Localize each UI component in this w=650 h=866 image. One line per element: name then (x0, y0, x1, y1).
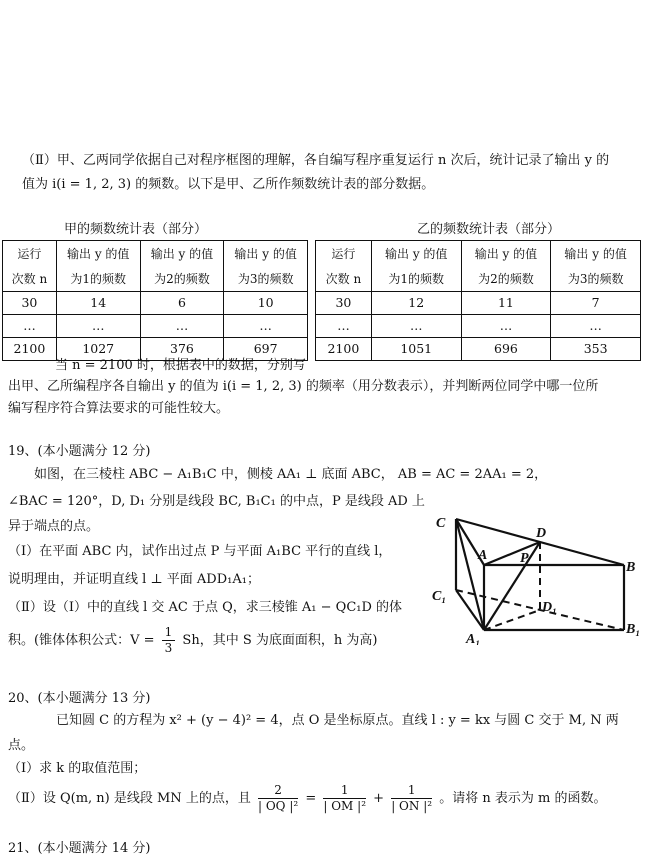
table-cell: 1051 (371, 338, 461, 361)
fraction-numerator: 2 (258, 783, 298, 799)
label-a: A (478, 548, 488, 563)
label-a1: A₁ (466, 632, 481, 645)
label-p: P (520, 551, 529, 566)
header-cell: 为1的频数 (56, 266, 140, 292)
header-cell: 输出 y 的值 (140, 241, 224, 267)
table-yi (315, 240, 641, 361)
table-row (3, 315, 308, 338)
table-cell: … (140, 315, 224, 338)
q19-line2: ∠BAC = 120°，D, D₁ 分别是线段 BC, B₁C₁ 的中点，P 是线段 AD 上 (8, 494, 425, 509)
header-cell: 为3的频数 (551, 266, 641, 292)
table-row (316, 315, 641, 338)
table-cell: … (56, 315, 140, 338)
table-row (3, 292, 308, 315)
prism-figure (426, 505, 646, 645)
table-cell: 30 (316, 292, 372, 315)
q21-heading: 21、(本小题满分 14 分) (8, 841, 151, 856)
table-cell: 6 (140, 292, 224, 315)
header-cell: 输出 y 的值 (551, 241, 641, 267)
table-cell: 11 (461, 292, 551, 315)
q19-line7-post: Sh，其中 S 为底面面积，h 为高) (182, 633, 378, 648)
fraction-om (323, 783, 366, 814)
table-cell: 2100 (316, 338, 372, 361)
header-cell: 输出 y 的值 (371, 241, 461, 267)
equals-sign: = (305, 791, 317, 806)
fraction-on (391, 783, 432, 814)
fraction-denominator: 3 (164, 641, 173, 655)
part2-intro-line2: 值为 i(i = 1, 2, 3) 的频数。以下是甲、乙所作频数统计表的部分数据。 (22, 177, 435, 192)
q19-line7-pre: 积。(锥体体积公式：V = (8, 633, 155, 648)
table-yi-caption: 乙的频数统计表（部分） (417, 222, 561, 237)
fraction-one-third (162, 625, 176, 656)
header-cell: 运行 (316, 241, 372, 267)
after-table-line3: 编写程序符合算法要求的可能性较大。 (8, 401, 230, 416)
q19-heading: 19、(本小题满分 12 分) (8, 444, 151, 459)
table-cell: … (316, 315, 372, 338)
fraction-numerator: 1 (323, 783, 366, 799)
table-cell: … (551, 315, 641, 338)
header-cell: 输出 y 的值 (56, 241, 140, 267)
table-cell: … (224, 315, 308, 338)
q20-line4-post: 。请将 n 表示为 m 的函数。 (439, 791, 607, 806)
fraction-oq (258, 783, 298, 814)
part2-intro-line1: （Ⅱ）甲、乙两同学依据自己对程序框图的理解，各自编写程序重复运行 n 次后，统计记录了输出 y 的 (22, 153, 610, 168)
table-cell: 376 (140, 338, 224, 361)
table-cell: 12 (371, 292, 461, 315)
header-cell: 为3的频数 (224, 266, 308, 292)
header-cell: 为1的频数 (371, 266, 461, 292)
fraction-denominator: | OM |² (323, 799, 367, 813)
table-cell: 2100 (3, 338, 57, 361)
q20-line4-pre: （Ⅱ）设 Q(m, n) 是线段 MN 上的点，且 (8, 791, 251, 806)
plus-sign: + (373, 791, 385, 806)
table-cell: 30 (3, 292, 57, 315)
fraction-numerator: 1 (391, 783, 432, 799)
table-jia (2, 240, 308, 361)
q20-line3: （Ⅰ）求 k 的取值范围； (8, 761, 147, 776)
header-cell: 输出 y 的值 (461, 241, 551, 267)
table-row (316, 338, 641, 361)
q19-line4: （Ⅰ）在平面 ABC 内，试作出过点 P 与平面 A₁BC 平行的直线 l， (8, 544, 392, 559)
q19-line1: 如图，在三棱柱 ABC − A₁B₁C 中，侧棱 AA₁ ⊥ 底面 ABC， AB = AC = 2AA₁ = 2， (34, 467, 548, 482)
fraction-numerator: 1 (162, 625, 176, 641)
table-jia-caption: 甲的频数统计表（部分） (64, 222, 208, 237)
table-cell: 7 (551, 292, 641, 315)
table-jia-header-row (3, 241, 308, 267)
edge-a1d (484, 542, 540, 630)
fraction-denominator: | OQ |² (257, 799, 299, 813)
q20-line1: 已知圆 C 的方程为 x² + (y − 4)² = 4，点 O 是坐标原点。直线 l : y = kx 与圆 C 交于 M, N 两 (56, 713, 619, 728)
table-cell: … (3, 315, 57, 338)
table-cell: … (461, 315, 551, 338)
edge-a1c (456, 519, 484, 630)
label-d1: D₁ (542, 600, 557, 615)
q19-line5: 说明理由，并证明直线 l ⊥ 平面 ADD₁A₁； (8, 572, 260, 587)
fraction-denominator: | ON |² (391, 799, 433, 813)
table-cell: 14 (56, 292, 140, 315)
q20-line4 (8, 780, 606, 818)
header-cell: 输出 y 的值 (224, 241, 308, 267)
table-yi-header-row (316, 241, 641, 267)
table-cell: 10 (224, 292, 308, 315)
table-cell: 1027 (56, 338, 140, 361)
q19-line3: 异于端点的点。 (8, 519, 100, 534)
after-table-line2: 出甲、乙所编程序各自输出 y 的值为 i(i = 1, 2, 3) 的频率（用分数表示），并判断两位同学中哪一位所 (8, 379, 599, 394)
header-cell: 为2的频数 (140, 266, 224, 292)
table-row (316, 292, 641, 315)
edge-a1d1-hidden (484, 610, 540, 630)
table-yi-header-row (316, 266, 641, 292)
label-b: B (626, 560, 636, 575)
label-d: D (536, 526, 547, 541)
label-c1: C₁ (432, 589, 447, 604)
header-cell: 为2的频数 (461, 266, 551, 292)
q20-line2: 点。 (8, 738, 35, 753)
label-b1: B₁ (626, 622, 641, 637)
table-cell: 353 (551, 338, 641, 361)
header-cell: 次数 n (316, 266, 372, 292)
header-cell: 次数 n (3, 266, 57, 292)
q20-heading: 20、(本小题满分 13 分) (8, 691, 151, 706)
after-table-line1: 当 n = 2100 时，根据表中的数据，分别写 (55, 358, 306, 373)
table-cell: 697 (224, 338, 308, 361)
header-cell: 运行 (3, 241, 57, 267)
table-cell: 696 (461, 338, 551, 361)
q19-line7 (8, 624, 377, 658)
label-c: C (436, 516, 446, 531)
table-cell: … (371, 315, 461, 338)
table-jia-header-row (3, 266, 308, 292)
q19-line6: （Ⅱ）设（Ⅰ）中的直线 l 交 AC 于点 Q，求三棱锥 A₁ − QC₁D 的体 (8, 600, 403, 615)
